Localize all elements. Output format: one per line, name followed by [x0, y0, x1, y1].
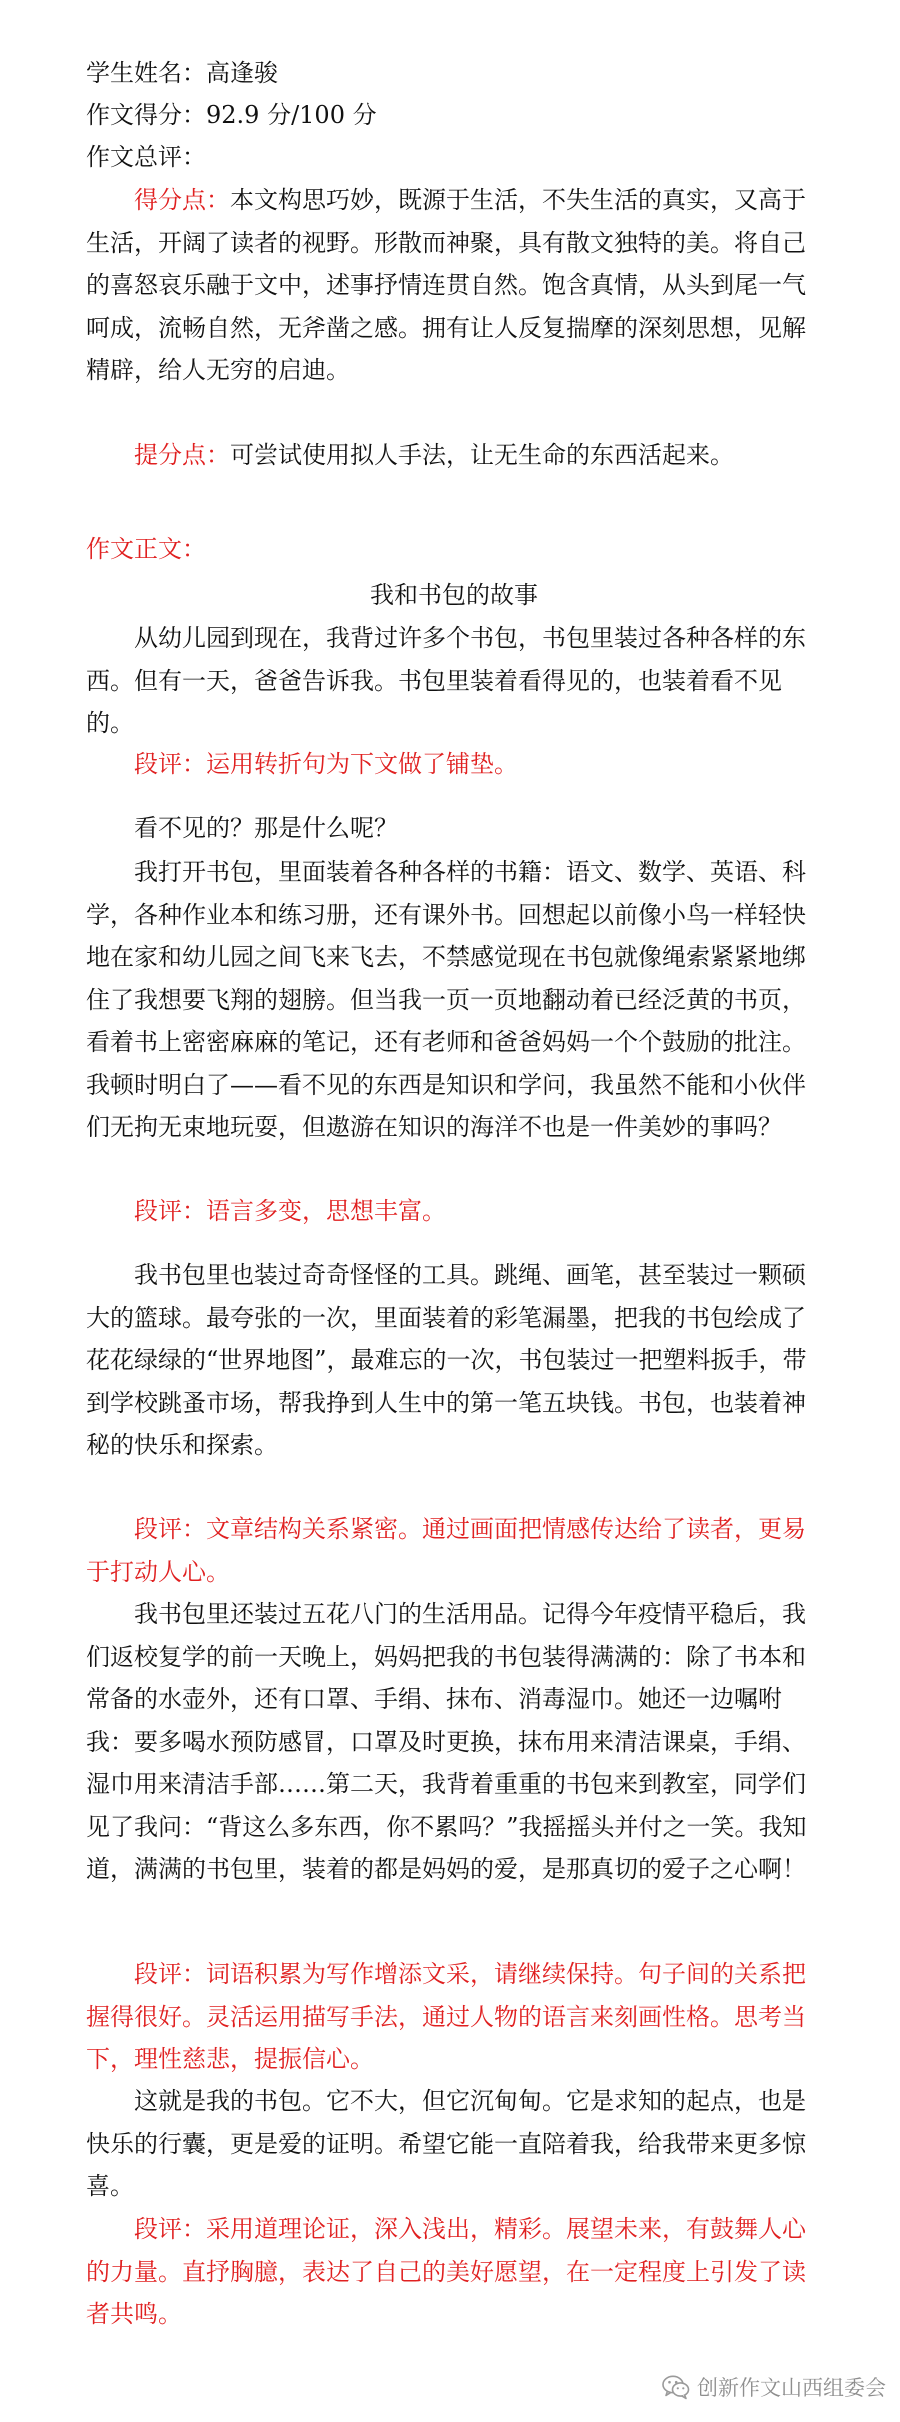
- essay-title: 我和书包的故事: [370, 581, 538, 609]
- essay-paragraph-5: 我书包里还装过五花八门的生活用品。记得今年疫情平稳后，我们返校复学的前一天晚上，妈妈把我的书包装得满满的：除了书本和常备的水壶外，还有口罩、手绢、抹布、消毒湿巾。她还一边嘱咐我：要多喝水预防感冒，口罩及时更换，抹布用来清洁课桌，手绢、湿巾用来清洁手部……第二天，我背着重重的书包来到教室，同学们见了我问：“背这么多东西，你不累吗？”我摇摇头并付之一笑。我知道，满满的书包里，装着的都是妈妈的爱，是那真切的爱子之心啊！: [86, 1600, 807, 1883]
- improve-paragraph: [86, 434, 822, 477]
- strengths-paragraph: [86, 179, 822, 392]
- essay-paragraph-1: 从幼儿园到现在，我背过许多个书包，书包里装过各种各样的东西。但有一天，爸爸告诉我。书包里装着看得见的，也装着看不见的。: [86, 624, 806, 737]
- summary-heading: 作文总评：: [86, 143, 206, 171]
- paragraph-comment-2: 段评：语言多变，思想丰富。: [134, 1197, 446, 1225]
- improve-label: 提分点：: [134, 441, 230, 469]
- wechat-icon: [661, 2374, 691, 2400]
- paragraph-comment-5: 段评：采用道理论证，深入浅出，精彩。展望未来，有鼓舞人心的力量。直抒胸臆，表达了自己的美好愿望，在一定程度上引发了读者共鸣。: [86, 2215, 806, 2328]
- strengths-text: 本文构思巧妙，既源于生活，不失生活的真实，又高于生活，开阔了读者的视野。形散而神聚，具有散文独特的美。将自己的喜怒哀乐融于文中，述事抒情连贯自然。饱含真情，从头到尾一气呵成，流畅自然，无斧凿之感。拥有让人反复揣摩的深刻思想，见解精辟，给人无穷的启迪。: [86, 186, 806, 384]
- student-name: 学生姓名：高逢骏: [86, 59, 278, 87]
- essay-section-label: 作文正文：: [86, 535, 206, 563]
- essay-paragraph-4: 我书包里也装过奇奇怪怪的工具。跳绳、画笔，甚至装过一颗硕大的篮球。最夸张的一次，里面装着的彩笔漏墨，把我的书包绘成了花花绿绿的“世界地图”，最难忘的一次，书包装过一把塑料扳手，带到学校跳蚤市场，帮我挣到人生中的第一笔五块钱。书包，也装着神秘的快乐和探索。: [86, 1261, 807, 1459]
- improve-text: 可尝试使用拟人手法，让无生命的东西活起来。: [230, 441, 734, 469]
- watermark-text: 创新作文山西组委会: [697, 2376, 886, 2400]
- watermark: [661, 2372, 886, 2402]
- essay-score: 作文得分：92.9 分/100 分: [86, 101, 377, 129]
- essay-paragraph-3: 我打开书包，里面装着各种各样的书籍：语文、数学、英语、科学，各种作业本和练习册，还有课外书。回想起以前像小鸟一样轻快地在家和幼儿园之间飞来飞去，不禁感觉现在书包就像绳索紧紧地绑住了我想要飞翔的翅膀。但当我一页一页地翻动着已经泛黄的书页，看着书上密密麻麻的笔记，还有老师和爸爸妈妈一个个鼓励的批注。我顿时明白了——看不见的东西是知识和学问，我虽然不能和小伙伴们无拘无束地玩耍，但遨游在知识的海洋不也是一件美妙的事吗？: [86, 858, 806, 1141]
- essay-paragraph-2: 看不见的？那是什么呢？: [134, 814, 398, 842]
- essay-paragraph-6: 这就是我的书包。它不大，但它沉甸甸。它是求知的起点，也是快乐的行囊，更是爱的证明。希望它能一直陪着我，给我带来更多惊喜。: [86, 2087, 806, 2200]
- paragraph-comment-1: 段评：运用转折句为下文做了铺垫。: [134, 750, 518, 778]
- strengths-label: 得分点：: [134, 186, 230, 214]
- paragraph-comment-4: 段评：词语积累为写作增添文采，请继续保持。句子间的关系把握得很好。灵活运用描写手法，通过人物的语言来刻画性格。思考当下，理性慈悲，提振信心。: [86, 1960, 806, 2073]
- paragraph-comment-3: 段评：文章结构关系紧密。通过画面把情感传达给了读者，更易于打动人心。: [86, 1515, 806, 1586]
